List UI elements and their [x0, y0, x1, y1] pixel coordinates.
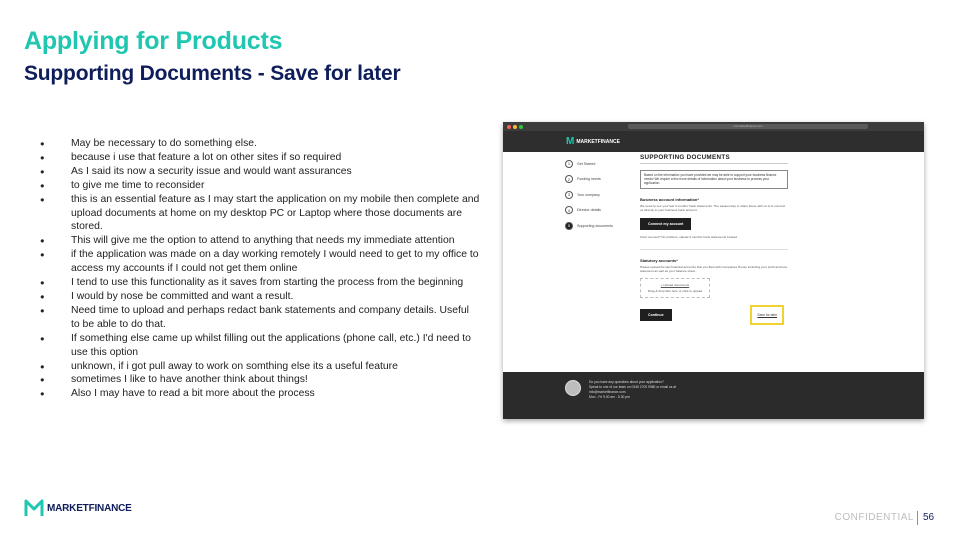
- bullet-item: ● Also I may have to read a bit more about the process: [30, 387, 480, 401]
- upload-link[interactable]: + Upload documents: [660, 283, 690, 288]
- bullet-item: ● if the application was made on a day working remotely I would need to get to my office to access my accounts if I could not get them online: [30, 248, 480, 276]
- footer-contact: Speak to one of our team on 0345 2700 9980 or email us at: [589, 385, 677, 389]
- step-number: 5: [565, 222, 573, 230]
- save-for-later-link[interactable]: Save for later: [750, 305, 784, 325]
- step-label: Get Started: [577, 161, 596, 166]
- connect-account-button[interactable]: Connect my account: [640, 218, 691, 230]
- url-bar: mf.marketfinance.com: [628, 124, 868, 129]
- m-logo-icon: [24, 498, 44, 518]
- app-navbar: [503, 131, 924, 152]
- minimize-dot-icon: [513, 125, 517, 129]
- step-label: Director details: [577, 208, 601, 213]
- bullet-item: ● If something else came up whilst filling out the applications (phone call, etc.) I'd need to use this option: [30, 332, 480, 360]
- step-item[interactable]: [565, 203, 613, 219]
- business-help: We need to see your last 3 months' bank statements. The easiest way to share these with us is to connect us directly to your business bank account.: [640, 203, 786, 212]
- bullet-item: ● This will give me the option to attend to anything that needs my immediate attention: [30, 234, 480, 248]
- bullet-item: ● to give me time to reconsider: [30, 179, 480, 193]
- step-label: Supporting documents: [577, 223, 613, 228]
- brand-text: MARKETFINANCE: [47, 502, 132, 514]
- avatar: [565, 380, 581, 396]
- step-label: Funding needs: [577, 177, 601, 182]
- step-number: 1: [565, 160, 573, 168]
- form-actions: [640, 305, 788, 325]
- slide-title: Applying for Products: [24, 27, 283, 55]
- page-number-divider: [917, 511, 918, 525]
- business-label: Business account information*: [640, 196, 699, 202]
- m-logo-icon: M: [566, 136, 575, 147]
- drop-text: Drag & drop files here or click to upload: [647, 289, 703, 294]
- maximize-dot-icon: [519, 125, 523, 129]
- bullet-item: ● Need time to upload and perhaps redact bank statements and company details. Useful to be able to do that.: [30, 304, 480, 332]
- app-footer: [503, 372, 924, 419]
- browser-chrome: [503, 122, 924, 131]
- statutory-help: Please upload the last financial accounts that you filed with Companies House including your profit and loss statement as well as your balance sheet.: [640, 264, 788, 273]
- supporting-documents-form: [640, 154, 788, 325]
- bullet-item: ● May be necessary to do something else.: [30, 137, 480, 151]
- upload-dropzone[interactable]: [640, 278, 710, 298]
- step-item[interactable]: [565, 172, 613, 188]
- form-heading: SUPPORTING DOCUMENTS: [640, 154, 788, 164]
- bullet-item: ● unknown, if i got pull away to work on somthing else its a useful feature: [30, 360, 480, 374]
- bullet-item: ● this is an essential feature as I may start the application on my mobile then complete and upload documents at home on my desktop PC or Laptop where those documents are stored.: [30, 193, 480, 235]
- step-item[interactable]: [565, 187, 613, 203]
- step-number: 2: [565, 175, 573, 183]
- continue-button[interactable]: Continue: [640, 309, 672, 321]
- bullet-item: ● I would by nose be committed and want a result.: [30, 290, 480, 304]
- app-logo-text: MARKETFINANCE: [576, 138, 620, 145]
- footer-question: Do you have any questions about your application?: [589, 380, 664, 384]
- step-number: 3: [565, 191, 573, 199]
- slide-subtitle: Supporting Documents - Save for later: [24, 62, 401, 85]
- step-label: Your company: [577, 192, 600, 197]
- step-item[interactable]: [565, 156, 613, 172]
- page-number: 56: [923, 512, 935, 523]
- info-box: Based on the information you have provided we may be able to support your business finance needs! We require a few more details of information about your business to process your application.: [640, 170, 788, 189]
- confidential-label: CONFIDENTIAL: [834, 512, 914, 523]
- close-dot-icon: [507, 125, 511, 129]
- footer-text: [589, 380, 676, 400]
- step-item[interactable]: [565, 218, 613, 234]
- brand-logo: [24, 498, 132, 518]
- bullet-item: ● because i use that feature a lot on other sites if so required: [30, 151, 480, 165]
- bullet-item: ● I tend to use this functionality as it saves from starting the process from the beginning: [30, 276, 480, 290]
- app-screenshot: [503, 122, 924, 419]
- bullet-list: [30, 137, 480, 401]
- cant-connect-text: Can't connect? No problem, upload 3 months' bank statements instead.: [640, 234, 738, 239]
- statutory-label: Statutory accounts*: [640, 257, 678, 263]
- divider: [640, 249, 788, 250]
- bullet-item: ● As I said its now a security issue and would want assurances: [30, 165, 480, 179]
- app-logo: [566, 136, 620, 147]
- footer-hours: Mon - Fri 9.00 am - 5.30 pm: [589, 395, 630, 399]
- footer-email[interactable]: info@marketfinance.com: [589, 390, 626, 394]
- step-list: [565, 156, 613, 234]
- bullet-item: ● sometimes I like to have another think about things!: [30, 373, 480, 387]
- step-number: 4: [565, 206, 573, 214]
